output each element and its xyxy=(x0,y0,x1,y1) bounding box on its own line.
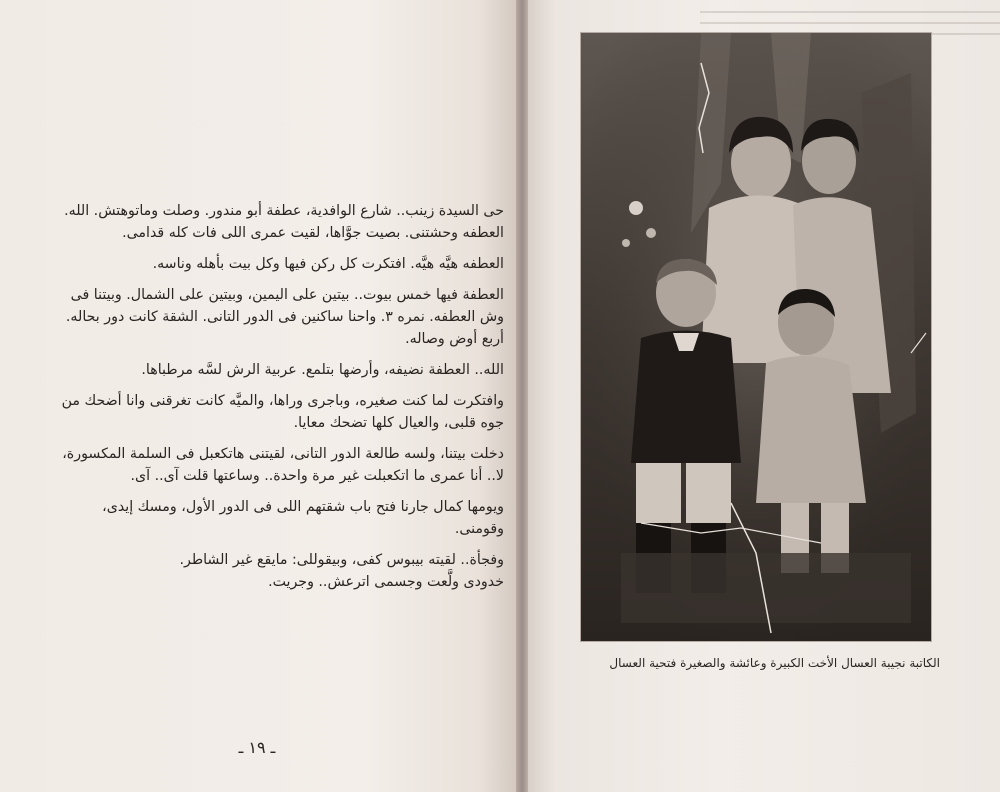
text-line: العطفه وحشتنى. بصيت جوَّاها، لقيت عمرى اللى فات كله قدامى. xyxy=(122,225,504,241)
paragraph xyxy=(14,390,504,434)
photo-caption: الكاتبة نجيبة العسال الأخت الكبيرة وعائشة والصغيرة فتحية العسال xyxy=(609,656,940,670)
paragraph xyxy=(14,284,504,350)
page-number: ـ ١٩ ـ xyxy=(238,738,276,757)
text-line: لا.. أنا عمرى ما اتكعبلت غير مرة واحدة.. وساعتها قلت آى.. آى. xyxy=(130,468,504,484)
text-line: ويومها كمال جارنا فتح باب شقتهم اللى فى الدور الأول، ومسك إيدى، xyxy=(102,499,504,515)
text-line: وافتكرت لما كنت صغيره، وباجرى وراها، والميَّه كانت تغرقنى وانا أضحك من xyxy=(61,393,504,409)
photo-illustration xyxy=(581,33,931,641)
text-line: حى السيدة زينب.. شارع الوافدية، عطفة أبو مندور. وصلت وماتوهتش. الله. xyxy=(64,203,504,219)
text-line: وش العطفه. نمره ٣. واحنا ساكنين فى الدور التانى. الشقة كانت دور بحاله. xyxy=(65,309,504,325)
paragraph xyxy=(14,549,504,593)
paragraph xyxy=(14,496,504,540)
text-line: وقومنى. xyxy=(454,521,504,537)
text-line: العطفة فيها خمس بيوت.. بيتين على اليمين، وبيتين على الشمال. وبيتنا فى xyxy=(70,287,504,303)
page-body-text xyxy=(14,200,504,602)
text-line: دخلت بيتنا، ولسه طالعة الدور التانى، لقيتنى هاتكعبل فى السلمة المكسورة، xyxy=(62,446,504,462)
chair-seat xyxy=(621,553,911,623)
text-line: خدودى ولَّعت وجسمى اترعش.. وجريت. xyxy=(268,574,504,590)
text-line: جوه قلبى، والعيال كلها تضحك معايا. xyxy=(293,415,504,431)
text-line: العطفه هيَّه هيَّه. افتكرت كل ركن فيها وكل بيت بأهله وناسه. xyxy=(152,256,504,272)
text-line: وفجأة.. لقيته بيبوس كفى، وبيقوللى: مايقع غير الشاطر. xyxy=(179,552,504,568)
flower-icon xyxy=(629,201,643,215)
paragraph xyxy=(14,200,504,244)
text-line: أربع أوض وصاله. xyxy=(405,331,504,347)
paragraph xyxy=(14,359,504,381)
family-photo xyxy=(581,33,931,641)
text-line: الله.. العطفة نضيفه، وأرضها بتلمع. عربية الرش لسَّه مرطباها. xyxy=(141,362,504,378)
paragraph xyxy=(14,253,504,275)
paragraph xyxy=(14,443,504,487)
